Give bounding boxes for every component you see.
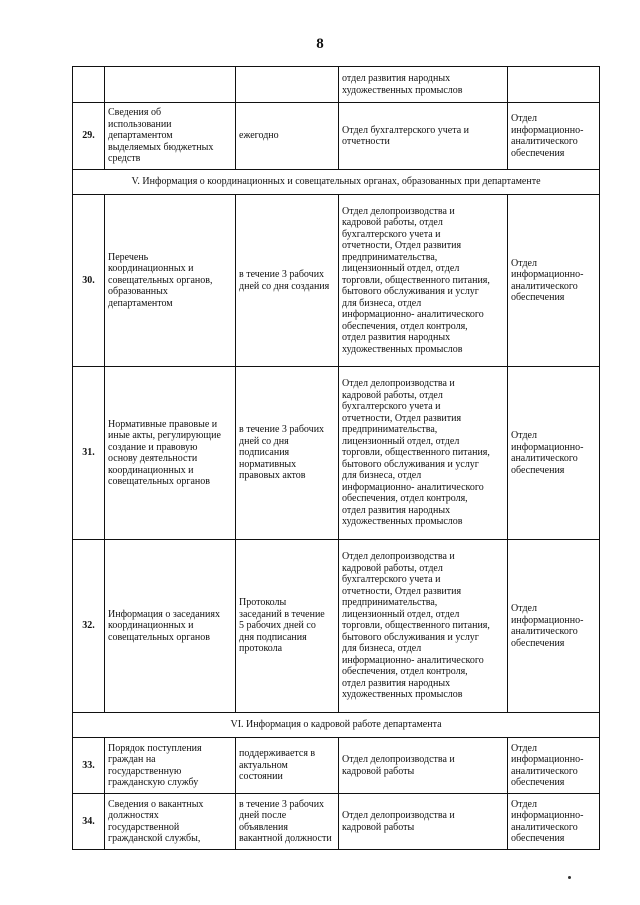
info-name-cell [105, 367, 236, 540]
period-cell [236, 67, 339, 103]
row-number [73, 195, 105, 367]
info-name-cell [105, 540, 236, 713]
table-row [73, 738, 600, 794]
info-name-cell-text: Перечень координационных и совещательных органов, образованных департаментом [108, 251, 213, 309]
period-cell-text: в течение 3 рабочих дней после объявления вакантной должности [239, 798, 332, 844]
info-name-cell [105, 738, 236, 794]
responsible-cell-text: Отдел информационно- аналитического обеспечения [511, 798, 584, 844]
row-number-text: 32. [82, 620, 95, 632]
section-title: VI. Информация о кадровой работе департамента [73, 713, 600, 738]
row-number-text: 31. [82, 447, 95, 459]
responsible-cell-text: Отдел информационно- аналитического обеспечения [511, 430, 584, 476]
info-table [72, 66, 600, 850]
page-number: 8 [316, 36, 324, 52]
executor-cell-text: Отдел бухгалтерского учета и отчетности [342, 124, 470, 147]
row-number-text: 29. [82, 130, 95, 142]
scan-dot [568, 876, 571, 879]
period-cell-text: в течение 3 рабочих дней со дня подписания нормативных правовых актов [239, 424, 325, 482]
info-name-cell-text: Порядок поступления граждан на государственную гражданскую службу [108, 742, 202, 788]
row-number [73, 103, 105, 170]
executor-cell [339, 540, 508, 713]
info-name-cell-text: Информация о заседаниях координационных и совещательных органов [108, 608, 220, 643]
responsible-cell-text: Отдел информационно- аналитического обеспечения [511, 742, 584, 788]
responsible-cell [508, 540, 600, 713]
table-row [73, 367, 600, 540]
section-header-row [73, 713, 600, 738]
table-row [73, 794, 600, 850]
period-cell-text: Протоколы заседаний в течение 5 рабочих дней со дня подписания протокола [239, 597, 325, 655]
info-name-cell-text: Сведения о вакантных должностях государственной гражданской службы, [108, 798, 204, 844]
info-name-cell-text: Нормативные правовые и иные акты, регулирующие создание и правовую основу деятельности координационных и совещательных органов [108, 418, 221, 487]
info-name-cell [105, 103, 236, 170]
responsible-cell-text: Отдел информационно- аналитического обеспечения [511, 113, 584, 159]
info-name-cell [105, 794, 236, 850]
executor-cell-text: Отдел делопроизводства и кадровой работы, отдел бухгалтерского учета и отчетности, Отдел развития предпринимательства, лицензионный отдел, отдел торговли, общественного питания, бытового обслуживания и услуг для бизнеса, отдел информационно- аналитического обеспечения, отдел контроля, отдел развития народных художественных промыслов [342, 205, 490, 355]
table-row [73, 195, 600, 367]
executor-cell [339, 67, 508, 103]
row-number [73, 67, 105, 103]
responsible-cell [508, 367, 600, 540]
responsible-cell [508, 67, 600, 103]
executor-cell-text: Отдел делопроизводства и кадровой работы, отдел бухгалтерского учета и отчетности, Отдел развития предпринимательства, лицензионный отдел, отдел торговли, общественного питания, бытового обслуживания и услуг для бизнеса, отдел информационно- аналитического обеспечения, отдел контроля, отдел развития народных художественных промыслов [342, 551, 490, 701]
period-cell-text: поддерживается в актуальном состоянии [239, 748, 316, 783]
row-number-text: 34. [82, 815, 95, 827]
section-title: V. Информация о координационных и совещательных органах, образованных при департаменте [73, 170, 600, 195]
period-cell [236, 367, 339, 540]
responsible-cell [508, 794, 600, 850]
period-cell [236, 794, 339, 850]
row-number [73, 540, 105, 713]
period-cell [236, 738, 339, 794]
row-number [73, 738, 105, 794]
period-cell [236, 540, 339, 713]
period-cell [236, 103, 339, 170]
executor-cell-text: отдел развития народных художественных промыслов [342, 73, 463, 96]
executor-cell [339, 738, 508, 794]
period-cell-text: ежегодно [239, 130, 279, 142]
executor-cell [339, 195, 508, 367]
table-row [73, 103, 600, 170]
executor-cell [339, 794, 508, 850]
row-number [73, 367, 105, 540]
section-header-row [73, 170, 600, 195]
table-row [73, 540, 600, 713]
executor-cell [339, 103, 508, 170]
responsible-cell-text: Отдел информационно- аналитического обеспечения [511, 603, 584, 649]
executor-cell-text: Отдел делопроизводства и кадровой работы [342, 754, 455, 777]
executor-cell-text: Отдел делопроизводства и кадровой работы, отдел бухгалтерского учета и отчетности, Отдел развития предпринимательства, лицензионный отдел, отдел торговли, общественного питания, бытового обслуживания и услуг для бизнеса, отдел информационно- аналитического обеспечения, отдел контроля, отдел развития народных художественных промыслов [342, 378, 490, 528]
executor-cell-text: Отдел делопроизводства и кадровой работы [342, 810, 455, 833]
info-name-cell-text: Сведения об использовании департаментом выделяемых бюджетных средств [108, 107, 214, 165]
row-number-text: 30. [82, 274, 95, 286]
info-name-cell [105, 67, 236, 103]
responsible-cell-text: Отдел информационно- аналитического обеспечения [511, 257, 584, 303]
table-row [73, 67, 600, 103]
responsible-cell [508, 195, 600, 367]
row-number-text: 33. [82, 759, 95, 771]
executor-cell [339, 367, 508, 540]
row-number [73, 794, 105, 850]
period-cell-text: в течение 3 рабочих дней со дня создания [239, 269, 330, 292]
info-name-cell [105, 195, 236, 367]
responsible-cell [508, 103, 600, 170]
responsible-cell [508, 738, 600, 794]
period-cell [236, 195, 339, 367]
